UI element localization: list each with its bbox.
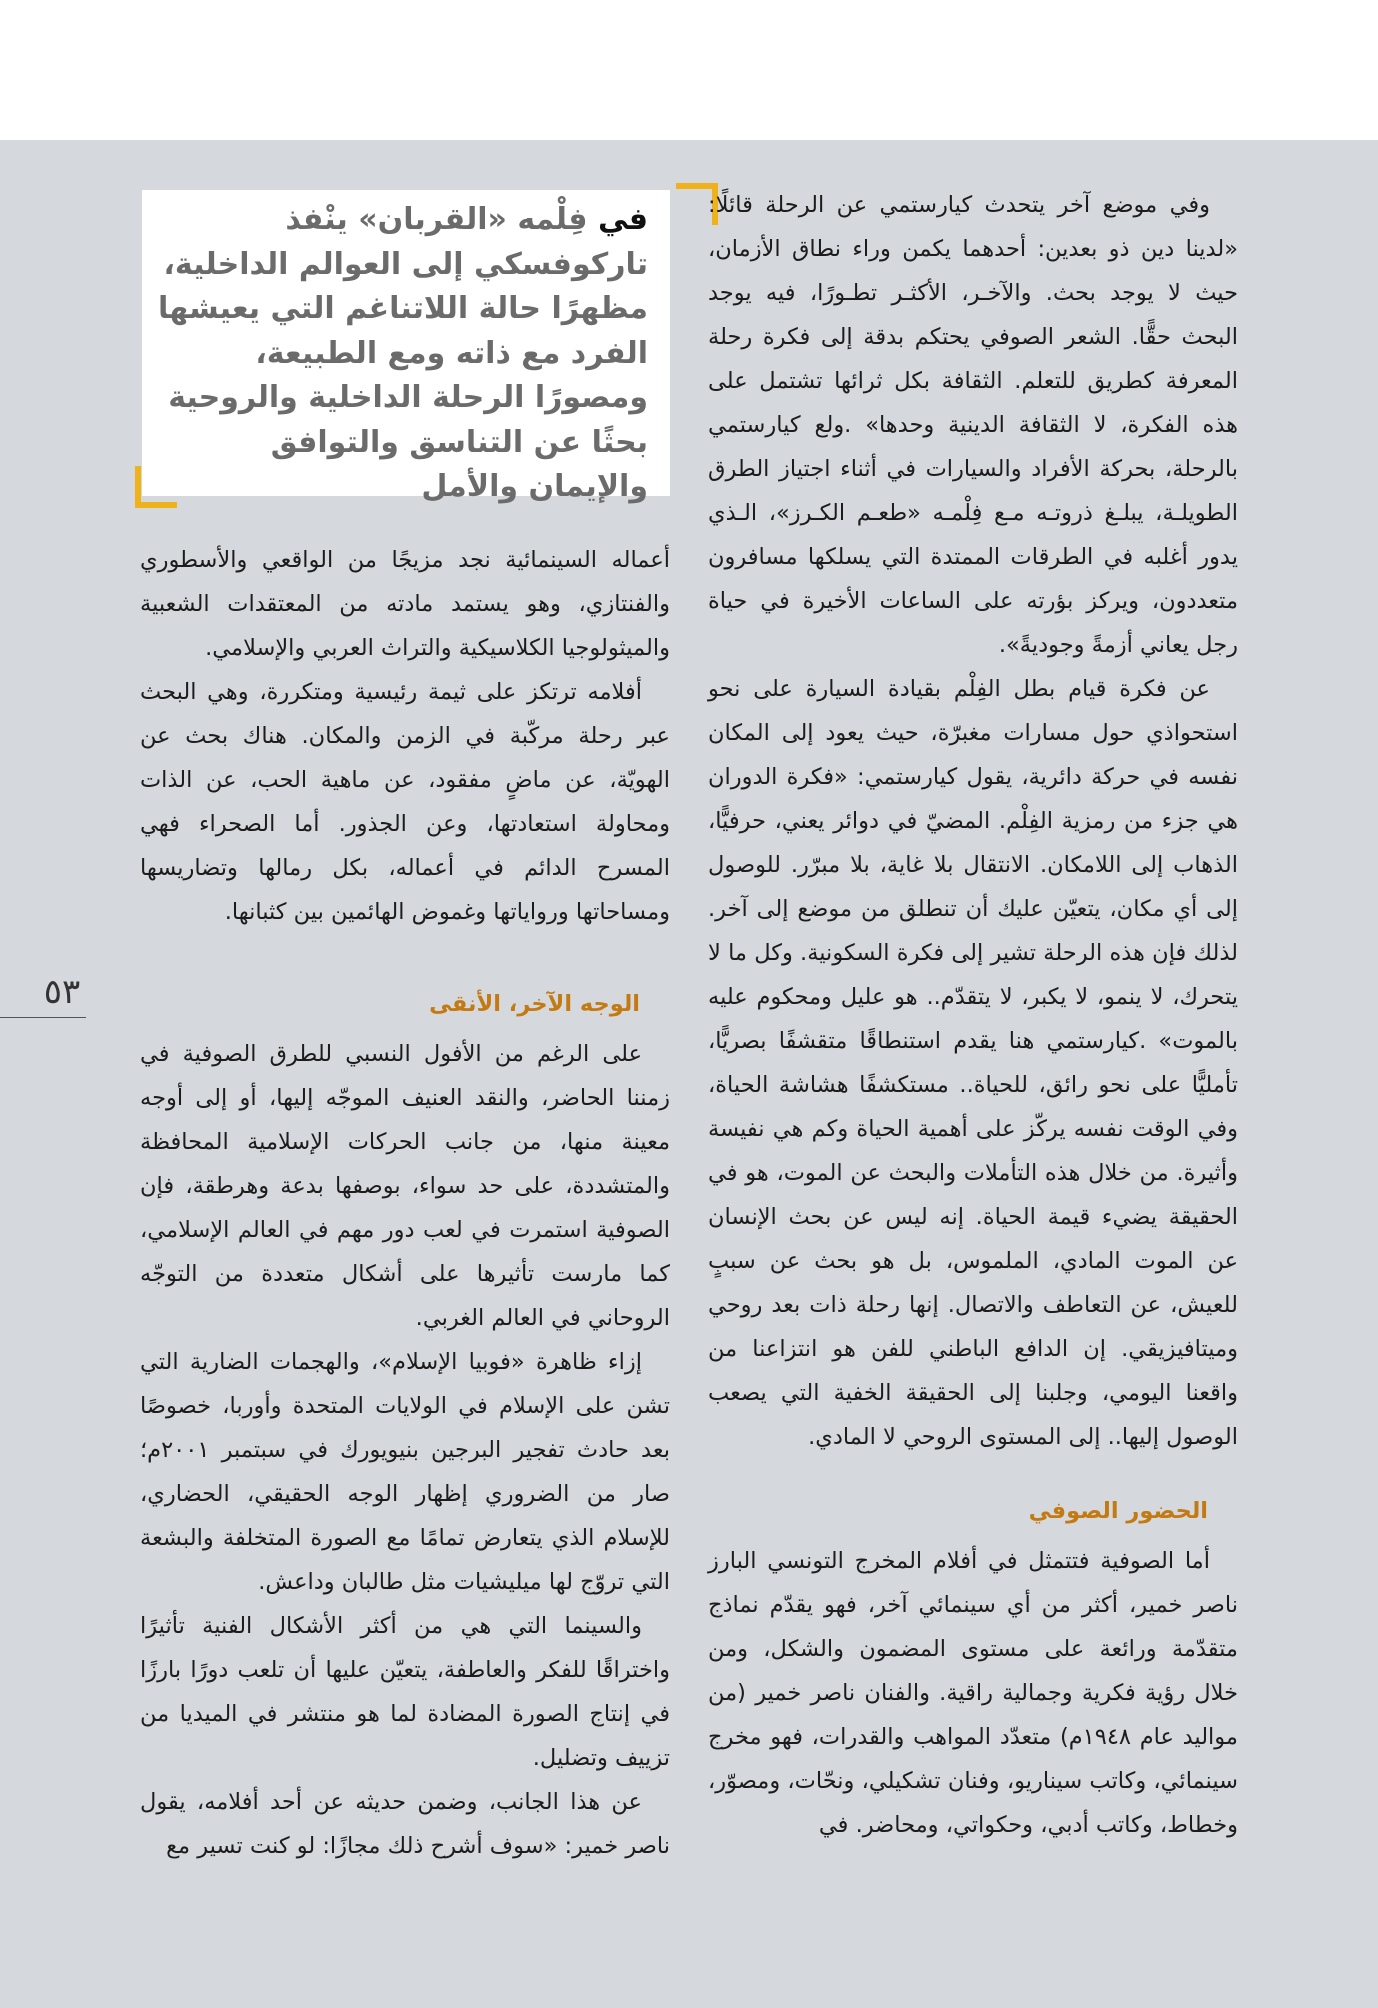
page-number: ٥٣ [43,972,81,1012]
pull-quote-body: فِلْمه «القربان» ينْفذ تاركوفسكي إلى العوالم الداخلية، مظهرًا حالة اللاتناغم التي يعيشها الفرد مع ذاته ومع الطبيعة، ومصورًا الرحلة الداخلية والروحية بحثًا عن التناسق والتوافق والإيمان والأمل [158,202,648,504]
page-number-rule [0,1017,86,1018]
section-heading: الوجه الآخر، الأنقى [429,991,640,1017]
pull-quote-corner-bottom-left [135,466,177,508]
left-column-top [140,538,670,934]
paragraph: عن فكرة قيام بطل الفِلْم بقيادة السيارة على نحو استحواذي حول مسارات مغبرّة، حيث يعود إلى المكان نفسه في حركة دائرية، يقول كيارستمي: «فكرة الدوران هي جزء من رمزية الفِلْم. المضيّ في دوائر يعني، حرفيًّا، الذهاب إلى اللامكان. الانتقال بلا غاية، بلا مبرّر. للوصول إلى أي مكان، يتعيّن عليك أن تنطلق من موضع إلى آخر. لذلك فإن هذه الرحلة تشير إلى فكرة السكونية. وكل ما لا يتحرك، لا ينمو، لا يكبر، لا يتقدّم.. هو عليل ومحكوم عليه بالموت» .كيارستمي هنا يقدم استنطاقًا متقشفًا بصريًّا، تأمليًّا على نحو رائق، للحياة.. مستكشفًا هشاشة الحياة، وفي الوقت نفسه يركّز على أهمية الحياة وكم هي نفيسة وأثيرة. من خلال هذه التأملات والبحث عن الموت، هو في الحقيقة يضيء قيمة الحياة. إنه ليس عن بحث الإنسان عن الموت المادي، الملموس، بل هو بحث عن سببٍ للعيش، عن التعاطف والاتصال. إنها رحلة ذات بعد روحي وميتافيزيقي. إن الدافع الباطني للفن هو انتزاعنا من واقعنا اليومي، وجلبنا إلى الحقيقة الخفية التي يصعب الوصول إليها.. إلى المستوى الروحي لا المادي. [708,676,1238,1450]
section-heading: الحضور الصوفي [1028,1498,1208,1524]
paragraph: أما الصوفية فتتمثل في أفلام المخرج التونسي البارز ناصر خمير، أكثر من أي سينمائي آخر، فهو يقدّم نماذج متقدّمة ورائعة على مستوى المضمون والشكل، ومن خلال رؤية فكرية وجمالية راقية. والفنان ناصر خمير (من مواليد عام ١٩٤٨م) متعدّد المواهب والقدرات، فهو مخرج سينمائي، وكاتب سيناريو، وفنان تشكيلي، ونحّات، ومصوّر، وخطاط، وكاتب أدبي، وحكواتي، ومحاضر. في [708,1548,1238,1838]
paragraph: أعماله السينمائية نجد مزيجًا من الواقعي والأسطوري والفنتازي، وهو يستمد مادته من المعتقدات الشعبية والميثولوجيا الكلاسيكية والتراث العربي والإسلامي. [140,547,670,661]
left-column-bottom [140,982,670,1868]
paragraph: إزاء ظاهرة «فوبيا الإسلام»، والهجمات الضارية التي تشن على الإسلام في الولايات المتحدة وأوربا، خصوصًا بعد حادث تفجير البرجين بنيويورك في سبتمبر ٢٠٠١م؛ صار من الضروري إظهار الوجه الحقيقي، الحضاري، للإسلام الذي يتعارض تمامًا مع الصورة المتخلفة والبشعة التي تروّج لها ميليشيات مثل طالبان وداعش. [140,1349,670,1595]
pull-quote-box [142,190,670,504]
right-column [708,183,1238,1847]
paragraph: وفي موضع آخر يتحدث كيارستمي عن الرحلة قائلًا: «لدينا دين ذو بعدين: أحدهما يكمن وراء نطاق الأزمان، حيث لا يوجد بحث. والآخـر، الأكثـر تطـورًا، فيه يوجد البحث حقًّا. الشعر الصوفي يحتكم بدقة إلى فكرة رحلة المعرفة كطريق للتعلم. الثقافة بكل ثرائها تشتمل على هذه الفكرة، لا الثقافة الدينية وحدها» .ولع كيارستمي بالرحلة، بحركة الأفراد والسيارات في أثناء اجتياز الطرق الطويلـة، يبلـغ ذروتـه مـع فِلْمـه «طعـم الكـرز»، الـذي يدور أغلبه في الطرقات الممتدة التي يسلكها مسافرون متعددون، ويركز بؤرته على الساعات الأخيرة في حياة رجل يعاني أزمةً وجوديةً». [708,192,1238,658]
paragraph: أفلامه ترتكز على ثيمة رئيسية ومتكررة، وهي البحث عبر رحلة مركّبة في الزمن والمكان. هناك بحث عن الهويّة، عن ماضٍ مفقود، عن ماهية الحب، عن الذات ومحاولة استعادتها، وعن الجذور. أما الصحراء فهي المسرح الدائم في أعماله، بكل رمالها وتضاريسها ومساحاتها ورواياتها وغموض الهائمين بين كثبانها. [140,679,670,925]
paragraph: على الرغم من الأفول النسبي للطرق الصوفية في زمننا الحاضر، والنقد العنيف الموجّه إليها، أو إلى أوجه معينة منها، من جانب الحركات الإسلامية المحافظة والمتشددة، على حد سواء، بوصفها بدعة وهرطقة، فإن الصوفية استمرت في لعب دور مهم في العالم الإسلامي، كما مارست تأثيرها على أشكال متعددة من التوجّه الروحاني في العالم الغربي. [140,1041,670,1331]
pull-quote-lead: في [598,202,648,237]
paragraph: والسينما التي هي من أكثر الأشكال الفنية تأثيرًا واختراقًا للفكر والعاطفة، يتعيّن عليها أن تلعب دورًا بارزًا في إنتاج الصورة المضادة لما هو منتشر في الميديا من تزييف وتضليل. [140,1613,670,1771]
paragraph: عن هذا الجانب، وضمن حديثه عن أحد أفلامه، يقول ناصر خمير: «سوف أشرح ذلك مجازًا: لو كنت تسير مع [140,1789,670,1859]
pull-quote [148,198,648,510]
